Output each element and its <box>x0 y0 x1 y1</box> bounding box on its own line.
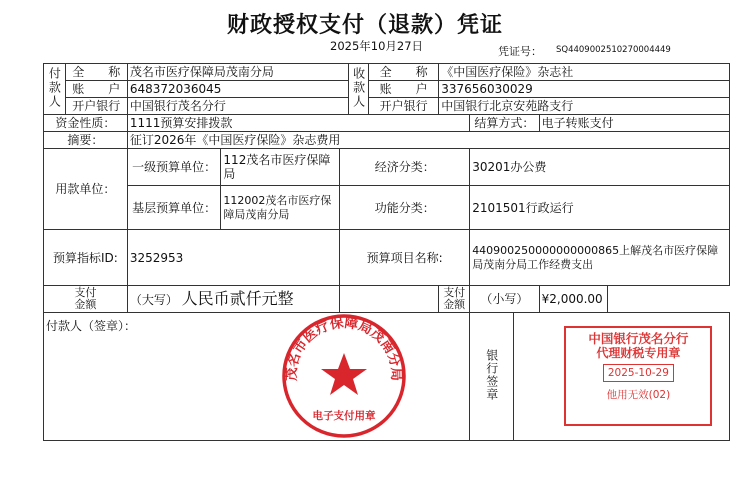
bank-seal-line2: 代理财税专用章 <box>596 346 681 360</box>
fund-nature: 1111预算安排拨款 <box>127 115 469 132</box>
bank-seal-line1: 中国银行茂名分行 <box>588 331 689 346</box>
summary: 征订2026年《中国医疗保险》杂志费用 <box>127 132 729 149</box>
bank-sign-label-cell <box>470 313 514 441</box>
econ-label: 经济分类： <box>340 149 470 186</box>
payer-sign-label: 付款人（签章）： <box>46 319 137 333</box>
round-seal-text: 茂名市医疗保障局茂南分局 <box>283 314 405 382</box>
settlement: 电子转账支付 <box>539 115 729 132</box>
payer-name: 茂名市医疗保障局茂南分局 <box>127 64 348 81</box>
page-title: 财政授权支付（退款）凭证 <box>226 13 503 38</box>
payer-bank: 中国银行茂名分行 <box>127 98 348 115</box>
payee-account: 337656030029 <box>439 81 730 98</box>
upper-label: （大写） <box>129 292 178 307</box>
amount-label-2: 支付金额 <box>443 286 466 311</box>
amount-label <box>44 286 128 313</box>
amount-label-1: 支付金额 <box>74 286 97 311</box>
round-seal-stamp <box>279 313 409 441</box>
lower-amount: ¥2,000.00 <box>539 286 607 313</box>
payer-group-label: 付款人 <box>44 64 66 115</box>
summary-label: 摘要： <box>44 132 128 149</box>
payer-name-label: 全 称 <box>65 64 127 81</box>
func-label: 功能分类： <box>340 186 470 230</box>
voucher-table <box>43 63 730 441</box>
lower-label: （小写） <box>470 286 539 313</box>
voucher-no-label: 凭证号： <box>498 45 542 58</box>
bank-sign-label: 银行签章 <box>484 349 499 401</box>
payee-name-label: 全 称 <box>369 64 439 81</box>
payee-bank: 中国银行北京安苑路支行 <box>439 98 730 115</box>
index-label: 预算指标ID: <box>44 230 128 286</box>
level1-unit: 112茂名市医疗保障局 <box>221 149 340 186</box>
payee-account-label: 账 户 <box>369 81 439 98</box>
payee-group-label: 收款人 <box>349 64 369 115</box>
settlement-label: 结算方式： <box>470 115 539 132</box>
voucher-no: SQ4409002510270004449 <box>556 45 671 55</box>
payer-account-label: 账 户 <box>65 81 127 98</box>
bank-seal-stamp <box>564 326 712 426</box>
amount-label-right <box>439 286 470 313</box>
func-class: 2101501行政运行 <box>470 186 730 230</box>
round-seal-bottom: 电子支付用章 <box>312 410 376 422</box>
project-name: 440900250000000000865上解茂名市医疗保障局茂南分局工作经费支出 <box>470 230 730 286</box>
payee-name: 《中国医疗保险》杂志社 <box>439 64 730 81</box>
level1-label: 一级预算单位： <box>127 149 221 186</box>
payer-sign-cell <box>44 313 470 441</box>
index-id: 3252953 <box>127 230 339 286</box>
project-label: 预算项目名称: <box>340 230 470 286</box>
payee-bank-label: 开户银行 <box>369 98 439 115</box>
unit-label: 用款单位： <box>44 149 128 230</box>
fund-nature-label: 资金性质： <box>44 115 128 132</box>
voucher-date: 2025年10月27日 <box>330 39 424 53</box>
bank-seal-bottom: 他用无效(02) <box>606 389 671 401</box>
bank-seal-date: 2025-10-29 <box>603 364 674 382</box>
bank-sign-cell <box>514 313 730 441</box>
payer-bank-label: 开户银行 <box>65 98 127 115</box>
upper-amount: 人民币贰仟元整 <box>181 288 294 308</box>
base-unit-label: 基层预算单位： <box>127 186 221 230</box>
base-unit: 112002茂名市医疗保障局茂南分局 <box>221 186 340 230</box>
payer-account: 648372036045 <box>127 81 348 98</box>
upper-amount-cell <box>127 286 339 313</box>
econ-class: 30201办公费 <box>470 149 730 186</box>
